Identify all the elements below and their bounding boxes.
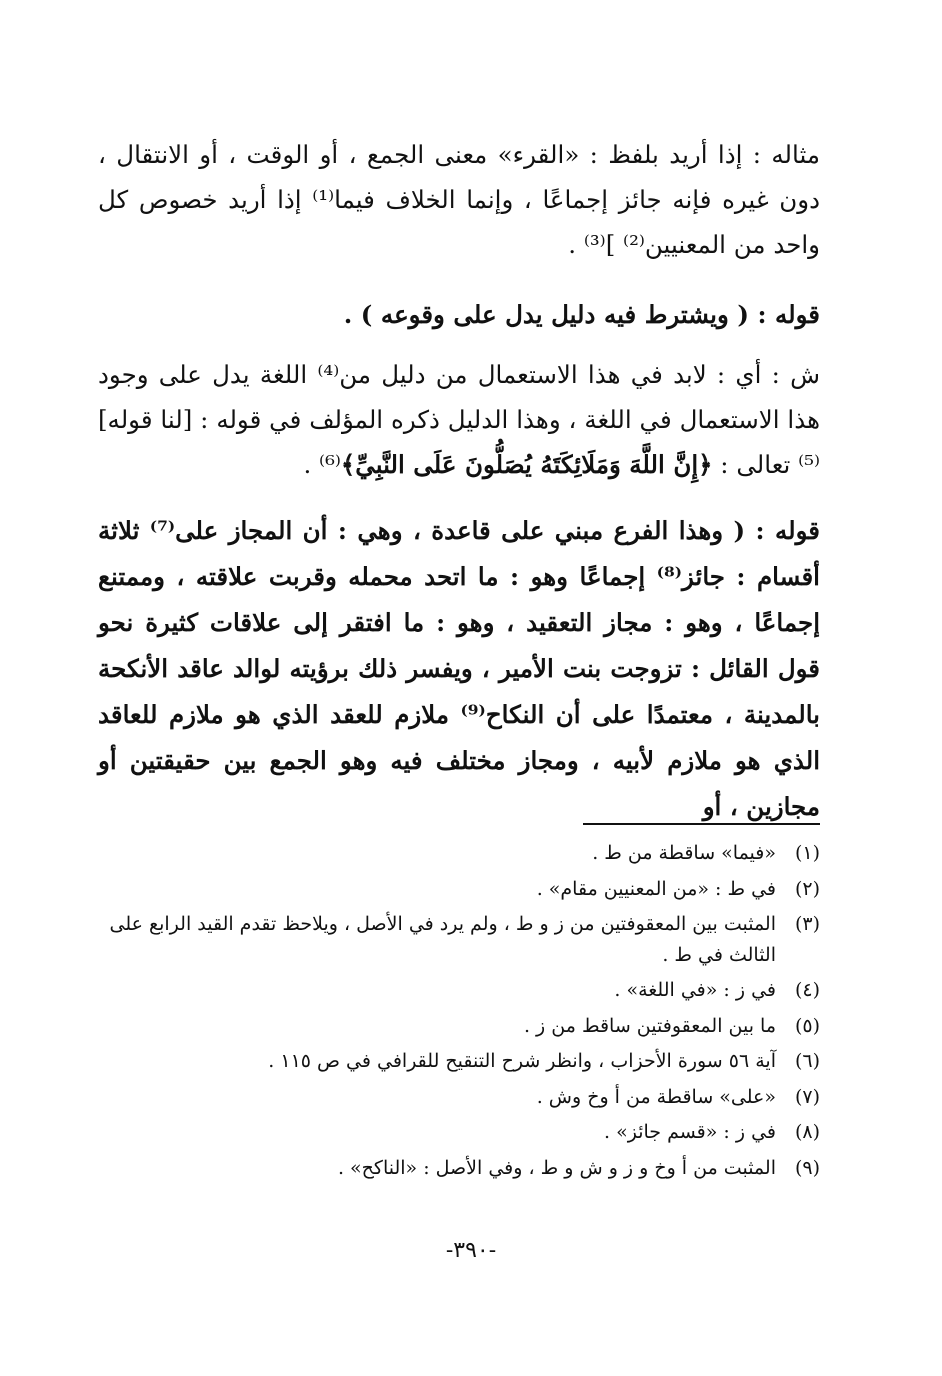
paragraph-quote-condition: قوله : ( ويشترط فيه دليل يدل على وقوعه ) . <box>343 300 820 329</box>
footnote-number: (٩) <box>794 1156 820 1179</box>
footnote-number: (١) <box>794 842 820 864</box>
footnote-text: المثبت بين المعقوفتين من ز و ط ، ولم يرد في الأصل ، ويلاحظ تقدم القيد الرابع على الثالث في ط . <box>109 913 776 966</box>
quran-verse: ﴿إِنَّ اللَّهَ وَمَلَائِكَتَهُ يُصَلُّونَ عَلَى النَّبِيِّ﴾ <box>340 450 713 479</box>
footnote-item <box>98 909 820 970</box>
footnote-text: «على» ساقطة من أ وخ وش . <box>536 1085 776 1108</box>
footnote-number: (٦) <box>794 1050 820 1072</box>
footnote-text: المثبت من أ وخ و ز و ش و ط ، وفي الأصل : «الناكح» . <box>337 1156 776 1179</box>
footnote-number: (٣) <box>794 913 820 935</box>
paragraph-quote-rule: قوله : ( وهذا الفرع مبني على قاعدة ، وهي : أن المجاز على⁽⁷⁾ ثلاثة أقسام : جائز⁽⁸⁾ إجماعًا وهو : ما اتحد محمله وقربت علاقته ، وممتنع إجماعًا ، وهو : مجاز التعقيد ، وهو : ما افتقر إلى علاقات كثيرة نحو قول القائل : تزوجت بنت الأمير ، ويفسر ذلك برؤيته لوالد عاقد الأنكحة بالمدينة ، معتمدًا على أن النكاح⁽⁹⁾ ملازم للعقد الذي هو ملازم للعاقد الذي هو ملازم لأبيه ، ومجاز مختلف فيه وهو الجمع بين حقيقتين أو مجازين ، أو <box>98 516 820 821</box>
footnotes-list <box>98 838 820 1188</box>
footnote-text: في ط : «من المعنيين مقام» . <box>536 877 776 900</box>
page-number: -٣٩٠- <box>445 1238 497 1263</box>
footnote-number: (٢) <box>794 877 820 900</box>
footnote-item <box>98 1117 820 1148</box>
footnote-item <box>98 1046 820 1077</box>
footnote-text: ما بين المعقوفتين ساقط من ز . <box>523 1014 776 1037</box>
footnote-text: في ز : «قسم جائز» . <box>604 1121 776 1143</box>
footnote-item <box>98 874 820 905</box>
paragraph-explanation <box>98 352 820 487</box>
footnote-number: (٧) <box>794 1085 820 1108</box>
verse-footnote-ref: ⁽⁶⁾ . <box>303 450 341 479</box>
footnote-separator <box>583 823 820 825</box>
explanation-text: ش : أي : لابد في هذا الاستعمال من دليل من⁽⁴⁾ اللغة يدل على وجود هذا الاستعمال في اللغة ، وهذا الدليل ذكره المؤلف في قوله : [لنا قوله]⁽⁵⁾ تعالى : <box>98 360 820 479</box>
footnote-item <box>98 1011 820 1042</box>
footnote-number: (٨) <box>794 1121 820 1143</box>
footnote-text: في ز : «في اللغة» . <box>614 979 776 1001</box>
paragraph-example: مثاله : إذا أريد بلفظ : «القرء» معنى الجمع ، أو الوقت ، أو الانتقال ، دون غيره فإنه جائز إجماعًا ، وإنما الخلاف فيما⁽¹⁾ إذا أريد خصوص كل واحد من المعنيين⁽²⁾ ]⁽³⁾ . <box>98 140 820 259</box>
footnote-text: آية ٥٦ سورة الأحزاب ، وانظر شرح التنقيح للقرافي في ص ١١٥ . <box>268 1050 776 1072</box>
footnote-item <box>98 838 820 869</box>
footnote-text: «فيما» ساقطة من ط . <box>592 842 776 864</box>
footnote-item <box>98 1153 820 1184</box>
footnote-number: (٥) <box>794 1014 820 1037</box>
footnote-item <box>98 975 820 1006</box>
footnote-number: (٤) <box>794 979 820 1001</box>
footnote-item <box>98 1082 820 1113</box>
